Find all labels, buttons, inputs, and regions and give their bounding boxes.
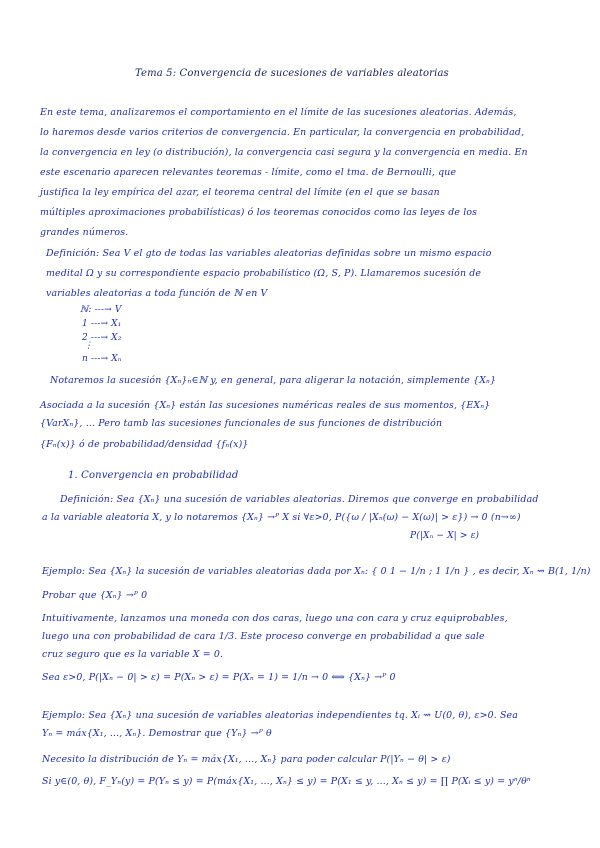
notation-line: Notaremos la sucesión {Xₙ}ₙ∈ℕ y, en general, para aligerar la notación, simplemente {Xₙ} — [50, 375, 497, 386]
intro-line: grandes números. — [40, 227, 129, 238]
intro-line: justifica la ley empírica del azar, el teorema central del límite (en el que se basan — [40, 187, 440, 198]
notation-line: {VarXₙ}, ... Pero tamb las sucesiones funcionales de sus funciones de distribución — [40, 418, 443, 429]
mapping-line: ⋮ — [84, 341, 94, 351]
definition-line: P(|Xₙ − X| > ε) — [410, 531, 480, 541]
mapping-line: 1 ---→ X₁ — [82, 319, 122, 329]
notation-line: {Fₙ(x)} ó de probabilidad/densidad {fₙ(x)} — [40, 439, 249, 450]
example-line: Si y∈(0, θ), F_Yₙ(y) = P(Yₙ ≤ y) = P(máx{X₁, ..., Xₙ} ≤ y) = P(X₁ ≤ y, ..., Xₙ ≤ y) = ∏ P(Xᵢ ≤ y) = yⁿ/θⁿ — [42, 776, 531, 787]
intro-line: este escenario aparecen relevantes teoremas - límite, como el tma. de Bernoulli, que — [40, 167, 457, 178]
example-line: Probar que {Xₙ} →ᴾ 0 — [42, 590, 148, 601]
intro-line: En este tema, analizaremos el comportamiento en el límite de las sucesiones aleatorias. Además, — [40, 107, 517, 118]
definition-line: medital Ω y su correspondiente espacio probabilístico (Ω, S, P). Llamaremos sucesión de — [46, 268, 482, 279]
example-line: Ejemplo: Sea {Xₙ} la sucesión de variables aleatorias dada por Xₙ: { 0 1 − 1/n ; 1 1/n } , es decir, Xₙ ⇝ B(1, 1/n) — [42, 566, 591, 577]
example-line: Sea ε>0, P(|Xₙ − 0| > ε) = P(Xₙ > ε) = P(Xₙ = 1) = 1/n → 0 ⟺ {Xₙ} →ᴾ 0 — [42, 672, 396, 683]
definition-line: Definición: Sea {Xₙ} una sucesión de variables aleatorias. Diremos que converge en probabilidad — [60, 494, 539, 505]
example-line: Yₙ = máx{X₁, ..., Xₙ}. Demostrar que {Yₙ} →ᴾ θ — [42, 728, 272, 739]
example-line: Necesito la distribución de Yₙ = máx{X₁, ..., Xₙ} para poder calcular P(|Yₙ − θ| > ε) — [42, 754, 451, 765]
example-line: Ejemplo: Sea {Xₙ} una sucesión de variables aleatorias independientes tq. Xᵢ ⇝ U(0, θ), ε>0. Sea — [42, 710, 518, 721]
page-title: Tema 5: Convergencia de sucesiones de variables aleatorias — [135, 68, 449, 79]
example-line: Intuitivamente, lanzamos una moneda con dos caras, luego una con cara y cruz equiprobables, — [42, 613, 508, 624]
definition-line: variables aleatorias a toda función de ℕ en V — [46, 288, 268, 299]
example-line: luego una con probabilidad de cara 1/3. Este proceso converge en probabilidad a que sale — [42, 631, 485, 642]
mapping-line: n ---→ Xₙ — [82, 354, 122, 364]
section-heading: 1. Convergencia en probabilidad — [68, 470, 239, 481]
definition-line: Definición: Sea V el gto de todas las variables aleatorias definidas sobre un mismo espacio — [46, 248, 492, 259]
mapping-line: 2 ---→ X₂ — [82, 333, 122, 343]
mapping-line: ℕ: ---→ V — [80, 305, 122, 315]
intro-line: múltiples aproximaciones probabilísticas) ó los teoremas conocidos como las leyes de los — [40, 207, 478, 218]
intro-line: la convergencia en ley (o distribución), la convergencia casi segura y la convergencia en media. En — [40, 147, 528, 158]
definition-line: a la variable aleatoria X, y lo notaremos {Xₙ} →ᴾ X si ∀ε>0, P({ω / |Xₙ(ω) − X(ω)| > ε}) → 0 (n→∞) — [42, 512, 521, 523]
notation-line: Asociada a la sucesión {Xₙ} están las sucesiones numéricas reales de sus momentos, {EXₙ} — [40, 400, 491, 411]
intro-line: lo haremos desde varios criterios de convergencia. En particular, la convergencia en probabilidad, — [40, 127, 525, 138]
example-line: cruz seguro que es la variable X = 0. — [42, 649, 224, 660]
